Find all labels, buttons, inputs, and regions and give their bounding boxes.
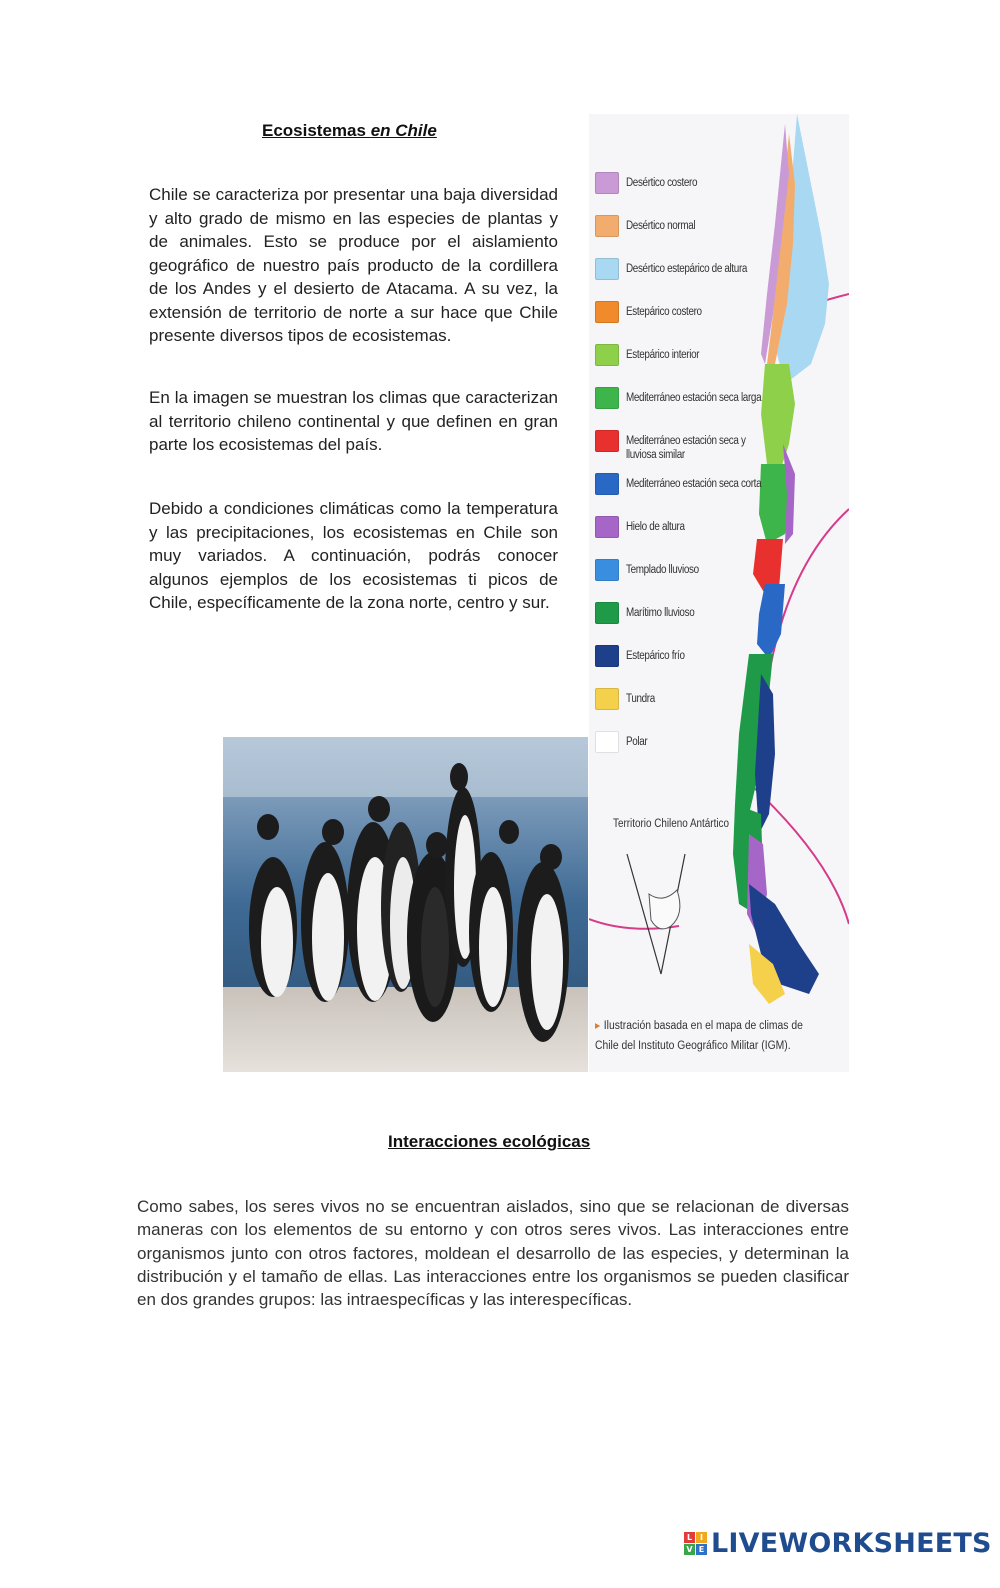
legend-swatch bbox=[595, 516, 619, 538]
caption-bullet-icon: ▸ bbox=[595, 1020, 601, 1032]
legend-swatch bbox=[595, 172, 619, 194]
legend-swatch bbox=[595, 301, 619, 323]
paragraph-climate-image: En la imagen se muestran los climas que caracterizan al territorio chileno continental y que definen en gran parte los ecosistemas del país. bbox=[149, 388, 558, 454]
legend-swatch bbox=[595, 344, 619, 366]
legend-swatch bbox=[595, 731, 619, 753]
legend-item: Mediterráneo estación seca larga bbox=[595, 387, 783, 409]
legend-swatch bbox=[595, 645, 619, 667]
legend-item: Templado lluvioso bbox=[595, 559, 711, 581]
legend-item: Desértico normal bbox=[595, 215, 707, 237]
penguins-photo bbox=[223, 737, 588, 1072]
legend-item: Desértico estepárico de altura bbox=[595, 258, 767, 280]
brand-name: LIVEWORKSHEETS bbox=[711, 1528, 992, 1559]
map-caption: ▸ Ilustración basada en el mapa de climas de Chile del Instituto Geográfico Militar (IGM). bbox=[595, 1020, 803, 1052]
legend-item: Marítimo lluvioso bbox=[595, 602, 705, 624]
legend-swatch bbox=[595, 215, 619, 237]
paragraph-interacciones: Como sabes, los seres vivos no se encuentran aislados, sino que se relacionan de diversas maneras con los elementos de su entorno y con otros seres vivos. Las interacciones entre organismos junto con otros factores, moldean el desarrollo de las especies, y determinan la distribución y el tamaño de ellas. Las interacciones entre los organismos se pueden clasificar en dos grandes grupos: las intraespecíficas y las interespecíficas. bbox=[137, 1197, 849, 1310]
legend-item: Estepárico frío bbox=[595, 645, 694, 667]
legend-swatch bbox=[595, 559, 619, 581]
legend-item: Mediterráneo estación seca corta bbox=[595, 473, 783, 495]
legend-item: Desértico costero bbox=[595, 172, 709, 194]
penguins-illustration bbox=[223, 737, 588, 1072]
legend-swatch bbox=[595, 473, 619, 495]
legend-item: Tundra bbox=[595, 688, 660, 710]
chile-climate-map bbox=[589, 114, 849, 1072]
antarctic-territory-label: Territorio Chileno Antártico bbox=[613, 818, 729, 830]
legend-item: Estepárico interior bbox=[595, 344, 711, 366]
legend-swatch bbox=[595, 688, 619, 710]
legend-swatch bbox=[595, 602, 619, 624]
legend-swatch bbox=[595, 258, 619, 280]
legend-item: Estepárico costero bbox=[595, 301, 714, 323]
legend-swatch bbox=[595, 430, 619, 452]
legend-item: Hielo de altura bbox=[595, 516, 694, 538]
liveworksheets-logo-icon: L I V E bbox=[684, 1532, 707, 1555]
section-title-interacciones: Interacciones ecológicas bbox=[388, 1132, 591, 1151]
legend-swatch bbox=[595, 387, 619, 409]
paragraph-intro: Chile se caracteriza por presentar una baja diversidad y alto grado de mismo en las especies de plantas y de animales. Esto se produce por el aislamiento geográfico de nuestro país producto de la cordillera de los Andes y el desierto de Atacama. A su vez, la extensión de territorio de norte a sur hace que Chile presente diversos tipos de ecosistemas. bbox=[149, 185, 558, 345]
section-title-ecosistemas: Ecosistemas en Chile bbox=[262, 121, 437, 140]
liveworksheets-brand bbox=[684, 1528, 992, 1559]
legend-item: Mediterráneo estación seca y lluviosa similar bbox=[595, 430, 776, 462]
legend-item: Polar bbox=[595, 731, 651, 753]
paragraph-ecosystems: Debido a condiciones climáticas como la temperatura y las precipitaciones, los ecosistemas en Chile son muy variados. A continuación, podrás conocer algunos ejemplos de los ecosistemas ti picos de Chile, específicamente de la zona norte, centro y sur. bbox=[149, 499, 558, 612]
